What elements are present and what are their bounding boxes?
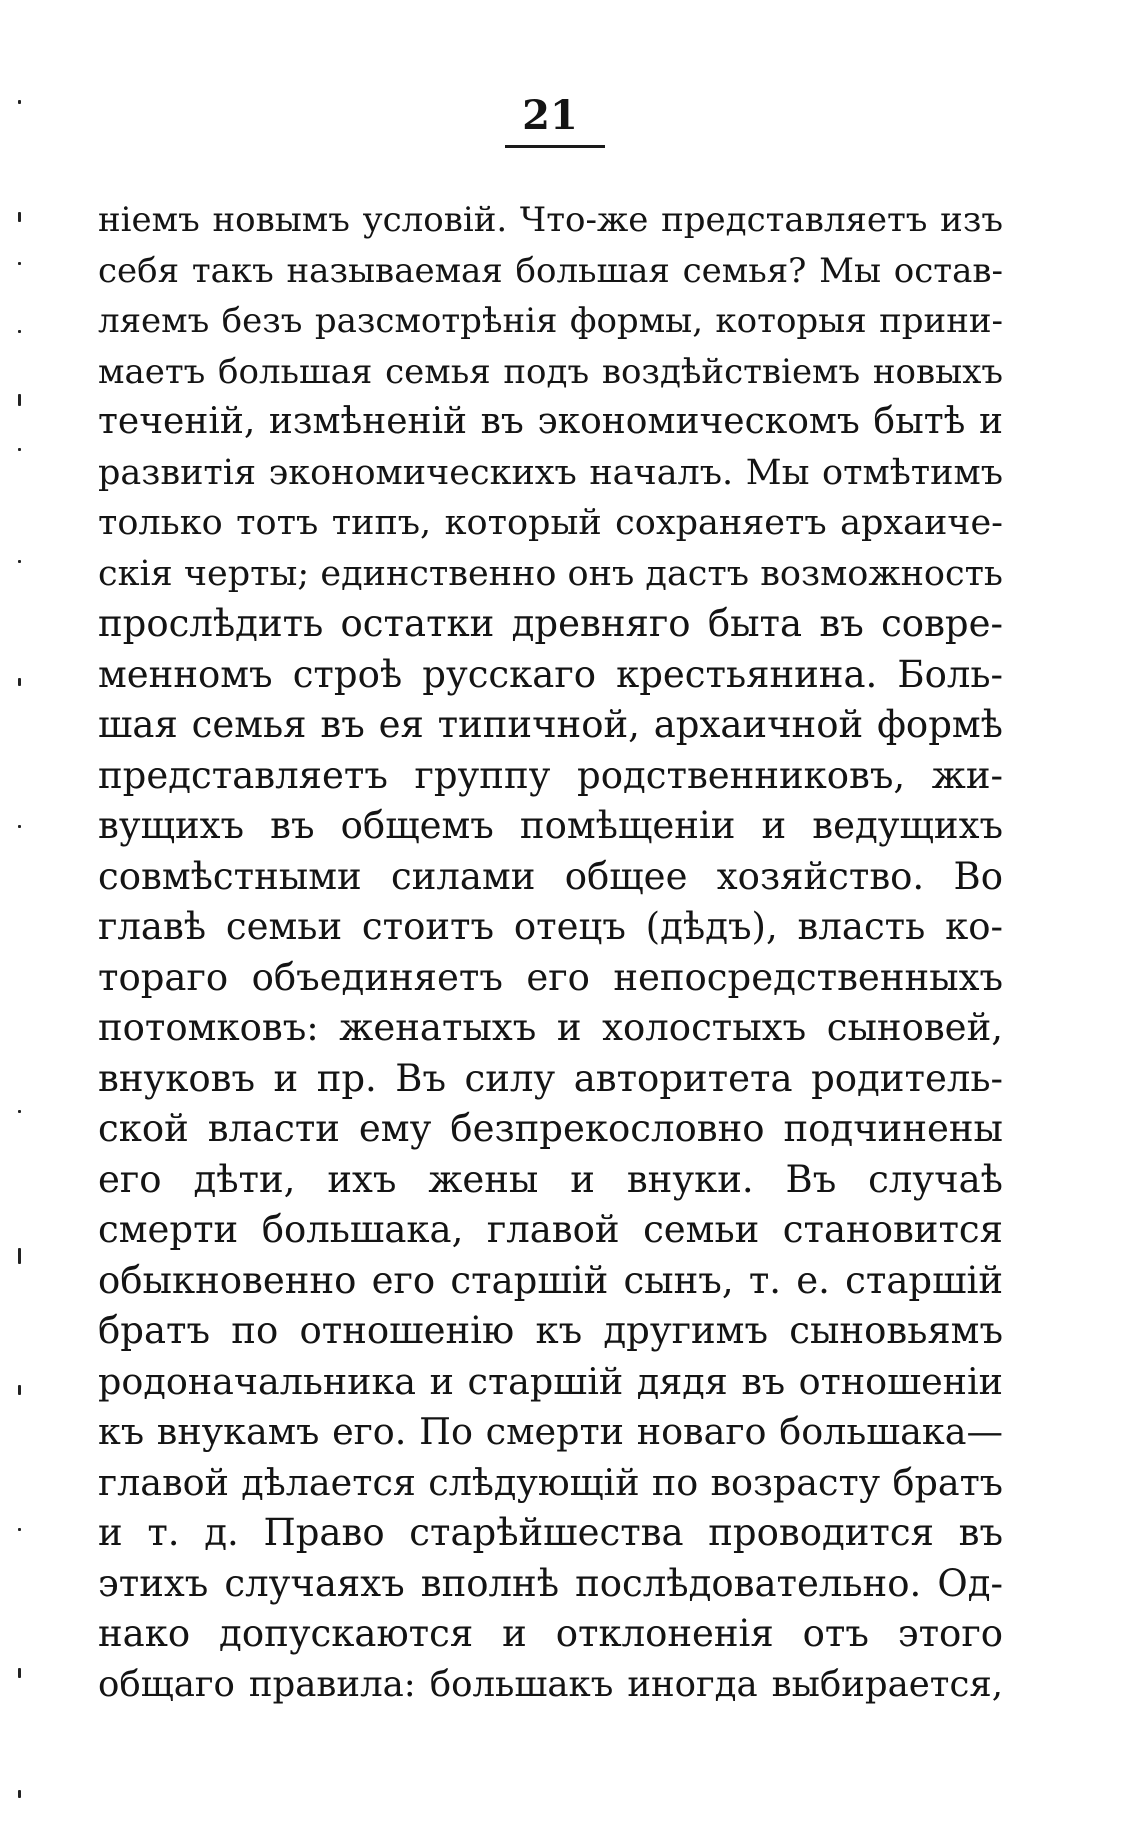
text-line: маетъ большая семья подъ воздѣйствiемъ новыхъ [98, 351, 1003, 392]
text-line: прослѣдить остатки древняго быта въ совре- [98, 602, 1003, 645]
margin-mark [18, 1528, 21, 1531]
text-line: смерти большака, главой семьи становится [98, 1208, 1003, 1251]
text-line: совмѣстными силами общее хозяйство. Во [98, 854, 1003, 898]
text-line: главѣ семьи стоитъ отецъ (дѣдъ), власть ко- [98, 905, 1003, 948]
margin-mark [18, 1248, 21, 1264]
text-line: нако допускаются и отклоненiя отъ этого [98, 1612, 1003, 1655]
text-line: его дѣти, ихъ жены и внуки. Въ случаѣ [98, 1157, 1003, 1201]
margin-mark [18, 212, 21, 222]
text-line: ской власти ему безпрекословно подчинены [98, 1107, 1003, 1150]
margin-mark [18, 1668, 21, 1678]
text-line: ляемъ безъ разсмотрѣнiя формы, которыя прини- [98, 301, 1003, 341]
margin-mark [18, 394, 21, 406]
text-line: представляетъ группу родственниковъ, жи- [98, 753, 1003, 797]
margin-mark [18, 1385, 21, 1395]
text-line: потомковъ: женатыхъ и холостыхъ сыновей, [98, 1006, 1003, 1049]
text-line: тораго объединяетъ его непосредственныхъ [98, 955, 1003, 999]
text-line: и т. д. Право старѣйшества проводится въ [98, 1511, 1003, 1554]
text-line: вущихъ въ общемъ помѣщенiи и ведущихъ [98, 804, 1003, 847]
page-number: 21 [522, 92, 578, 139]
text-line: главой дѣлается слѣдующiй по возрасту братъ [98, 1460, 1003, 1504]
text-line: къ внукамъ его. По смерти новаго большака— [98, 1410, 1003, 1453]
margin-mark [18, 825, 21, 828]
margin-mark [18, 1110, 21, 1113]
text-line: себя такъ называемая большая семья? Мы остав- [98, 250, 1003, 291]
scan-margin-marks [18, 0, 26, 1847]
body-text [98, 195, 1003, 1710]
text-line: развитiя экономическихъ началъ. Мы отмѣтимъ [98, 452, 1003, 493]
text-line: шая семья въ ея типичной, архаичной формѣ [98, 703, 1003, 746]
text-line: братъ по отношенiю къ другимъ сыновьямъ [98, 1309, 1003, 1352]
text-line: нiемъ новымъ условiй. Что-же представляетъ изъ [98, 200, 1003, 240]
text-line: скiя черты; единственно онъ дастъ возможность [98, 553, 1003, 594]
text-line: внуковъ и пр. Въ силу авторитета родитель- [98, 1056, 1003, 1100]
margin-mark [18, 560, 21, 563]
text-line: теченiй, измѣненiй въ экономическомъ бытѣ и [98, 401, 1003, 442]
page-number-rule [505, 145, 605, 148]
margin-mark [18, 262, 21, 265]
text-line: родоначальника и старшiй дядя въ отношенiи [98, 1359, 1003, 1403]
margin-mark [18, 330, 21, 333]
text-line: только тотъ типъ, который сохраняетъ архаиче- [98, 503, 1003, 543]
text-line: общаго правила: большакъ иногда выбирается, [98, 1663, 1003, 1705]
text-line: обыкновенно его старшiй сынъ, т. е. старшiй [98, 1258, 1003, 1302]
text-line: менномъ строѣ русскаго крестьянина. Боль- [98, 652, 1003, 696]
margin-mark [18, 448, 21, 451]
margin-mark [18, 678, 21, 686]
margin-mark [18, 1790, 21, 1798]
text-line: этихъ случаяхъ вполнѣ послѣдовательно. Од- [98, 1561, 1003, 1605]
margin-mark [18, 100, 21, 104]
